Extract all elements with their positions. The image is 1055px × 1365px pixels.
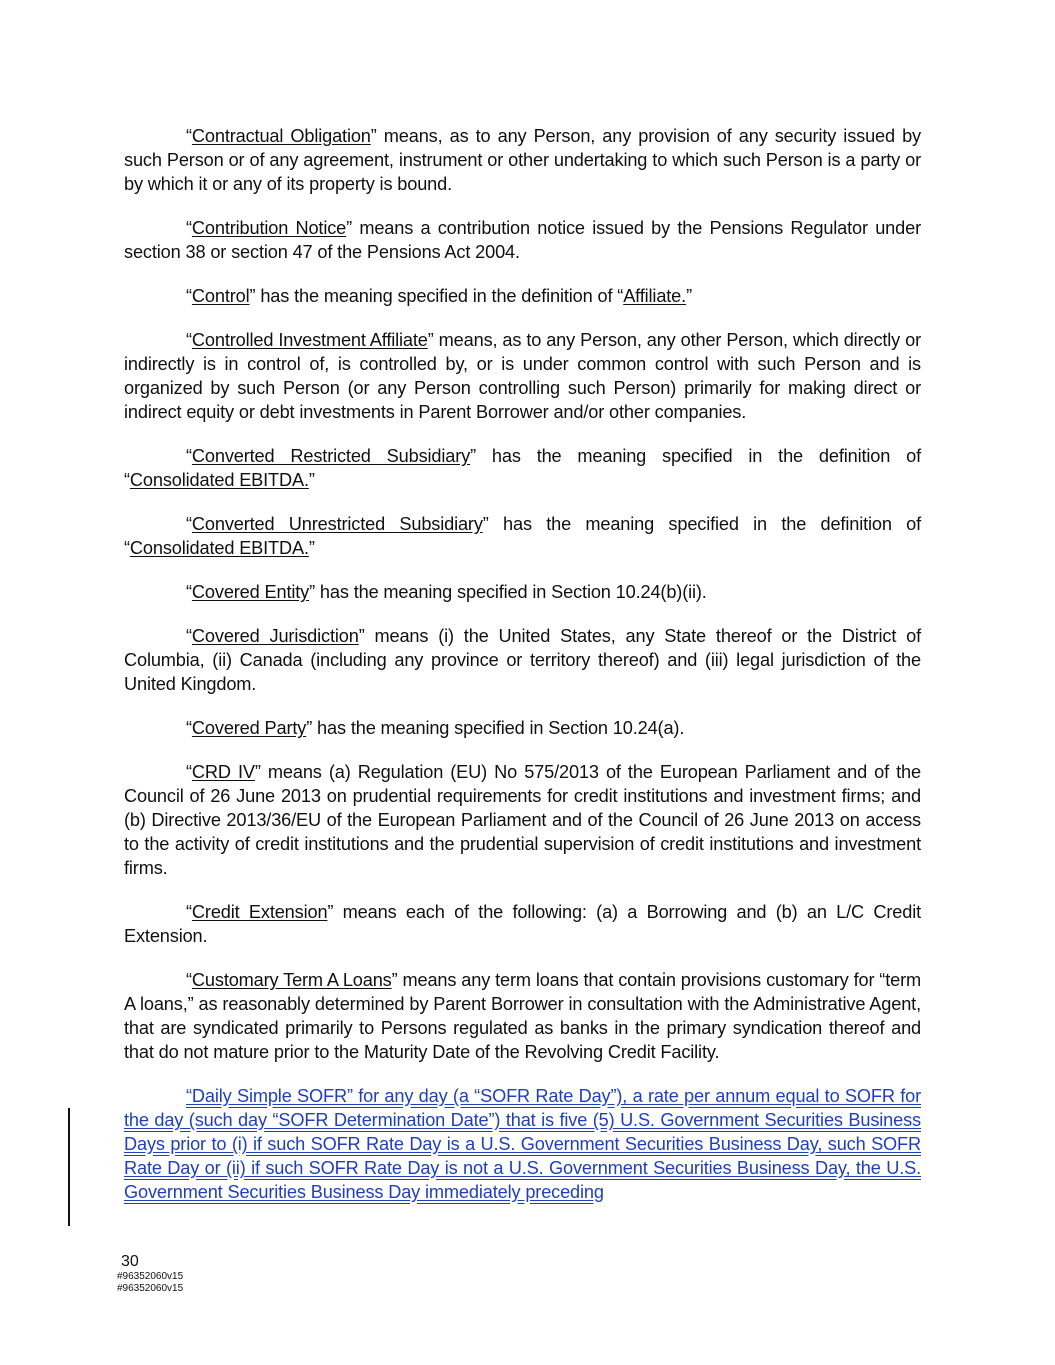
definition-covered-jurisdiction: “Covered Jurisdiction” means (i) the United States, any State thereof or the District of Columbia, (ii) Canada (including any province or territory thereof) and (iii) legal jurisdiction of the United Kingdom.	[124, 626, 921, 694]
definition-body: ” has the meaning specified in Section 10.24(a).	[306, 718, 685, 738]
definition-body: ” means (i) the United States, any State thereof or the District of Columbia, (ii) Canada (including any province or territory thereof) and (iii) legal jurisdiction of the United Kingdom.	[124, 626, 921, 694]
definition-body-end: ”	[308, 470, 315, 490]
definition-customary-term-a-loans: “Customary Term A Loans” means any term loans that contain provisions customary for “term A loans,” as reasonably determined by Parent Borrower in consultation with the Administrative Agent, that are syndicated primarily to Persons regulated as banks in the primary syndication thereof and that do not mature prior to the Maturity Date of the Revolving Credit Facility.	[124, 970, 921, 1062]
tracked-insertion-text: “Daily Simple SOFR” for any day (a “SOFR Rate Day”), a rate per annum equal to SOFR for the day (such day “SOFR Determination Date”) that is five (5) U.S. Government Securities Business Days prior to (i) if such SOFR Rate Day is a U.S. Government Securities Business Day, such SOFR Rate Day or (ii) if such SOFR Rate Day is not a U.S. Government Securities Business Day, the U.S. Government Securities Business Day immediately preceding	[124, 1086, 921, 1202]
definition-crd-iv: “CRD IV” means (a) Regulation (EU) No 575/2013 of the European Parliament and of the Council of 26 June 2013 on prudential requirements for credit institutions and investment firms; and (b) Directive 2013/36/EU of the European Parliament and of the Council of 26 June 2013 on access to the activity of credit institutions and the prudential supervision of credit institutions and investment firms.	[124, 762, 921, 878]
definition-control: “Control” has the meaning specified in the definition of “Affiliate.”	[186, 286, 692, 306]
page-footer	[117, 1253, 183, 1295]
definition-converted-restricted-subsidiary: “Converted Restricted Subsidiary” has the meaning specified in the definition of “Consolidated EBITDA.”	[124, 446, 921, 490]
defined-term: Converted Unrestricted Subsidiary	[191, 514, 483, 534]
definitions-section	[124, 124, 921, 1224]
defined-term: Contribution Notice	[191, 218, 347, 238]
defined-term: Credit Extension	[191, 902, 328, 922]
definition-body: ” means any term loans that contain provisions customary for “term A loans,” as reasonably determined by Parent Borrower in consultation with the Administrative Agent, that are syndicated primarily to Persons regulated as banks in the primary syndication thereof and that do not mature prior to the Maturity Date of the Revolving Credit Facility.	[124, 970, 921, 1062]
defined-term: Controlled Investment Affiliate	[191, 330, 428, 350]
definition-body: ” means (a) Regulation (EU) No 575/2013 of the European Parliament and of the Council of 26 June 2013 on prudential requirements for credit institutions and investment firms; and (b) Directive 2013/36/EU of the European Parliament and of the Council of 26 June 2013 on access to the activity of credit institutions and the prudential supervision of credit institutions and investment firms.	[124, 762, 921, 878]
revision-change-bar	[68, 1108, 70, 1226]
defined-term: Covered Entity	[191, 582, 310, 602]
definition-contractual-obligation: “Contractual Obligation” means, as to any Person, any provision of any security issued by such Person or of any agreement, instrument or other undertaking to which such Person is a party or by which it or any of its property is bound.	[124, 126, 921, 194]
page-number: 30	[121, 1253, 139, 1270]
definition-covered-party: “Covered Party” has the meaning specified in Section 10.24(a).	[186, 718, 685, 738]
definition-contribution-notice: “Contribution Notice” means a contribution notice issued by the Pensions Regulator under section 38 or section 47 of the Pensions Act 2004.	[124, 218, 921, 262]
definition-body: ” means, as to any Person, any other Person, which directly or indirectly is in control of, is controlled by, or is under common control with such Person and is organized by such Person (or any Person controlling such Person) primarily for making direct or indirect equity or debt investments in Parent Borrower and/or other companies.	[124, 330, 922, 422]
cross-reference: Consolidated EBITDA.	[129, 470, 309, 490]
definition-body: ” has the meaning specified in the definition of “	[124, 446, 921, 490]
defined-term: CRD IV	[191, 762, 255, 782]
document-id: #96352060v15	[117, 1271, 184, 1282]
definition-body: ” means a contribution notice issued by the Pensions Regulator under section 38 or section 47 of the Pensions Act 2004.	[124, 218, 921, 262]
defined-term: Contractual Obligation	[191, 126, 371, 146]
definition-body: ” means each of the following: (a) a Borrowing and (b) an L/C Credit Extension.	[124, 902, 921, 946]
definition-body-end: ”	[686, 286, 692, 306]
definition-body: ” has the meaning specified in Section 10.24(b)(ii).	[309, 582, 707, 602]
document-id-duplicate: #96352060v15	[117, 1283, 184, 1294]
definition-body: ” means, as to any Person, any provision of any security issued by such Person or of any agreement, instrument or other undertaking to which such Person is a party or by which it or any of its property is bound.	[124, 126, 921, 194]
definition-body: ” has the meaning specified in the definition of “	[124, 514, 921, 558]
cross-reference: Affiliate.	[623, 286, 687, 306]
defined-term: Covered Jurisdiction	[191, 626, 359, 646]
definition-body-end: ”	[308, 538, 315, 558]
definition-covered-entity: “Covered Entity” has the meaning specified in Section 10.24(b)(ii).	[186, 582, 707, 602]
definition-daily-simple-sofr-inserted	[124, 1084, 921, 1204]
definition-controlled-investment-affiliate: “Controlled Investment Affiliate” means, as to any Person, any other Person, which directly or indirectly is in control of, is controlled by, or is under common control with such Person and is organized by such Person (or any Person controlling such Person) primarily for making direct or indirect equity or debt investments in Parent Borrower and/or other companies.	[124, 330, 922, 422]
definition-converted-unrestricted-subsidiary: “Converted Unrestricted Subsidiary” has the meaning specified in the definition of “Consolidated EBITDA.”	[124, 514, 921, 558]
cross-reference: Consolidated EBITDA.	[129, 538, 309, 558]
defined-term: Control	[191, 286, 250, 306]
definition-body: ” has the meaning specified in the definition of “	[249, 286, 624, 306]
defined-term: Customary Term A Loans	[191, 970, 392, 990]
definition-credit-extension: “Credit Extension” means each of the following: (a) a Borrowing and (b) an L/C Credit Extension.	[124, 902, 921, 946]
defined-term: Covered Party	[191, 718, 307, 738]
defined-term: Converted Restricted Subsidiary	[191, 446, 471, 466]
